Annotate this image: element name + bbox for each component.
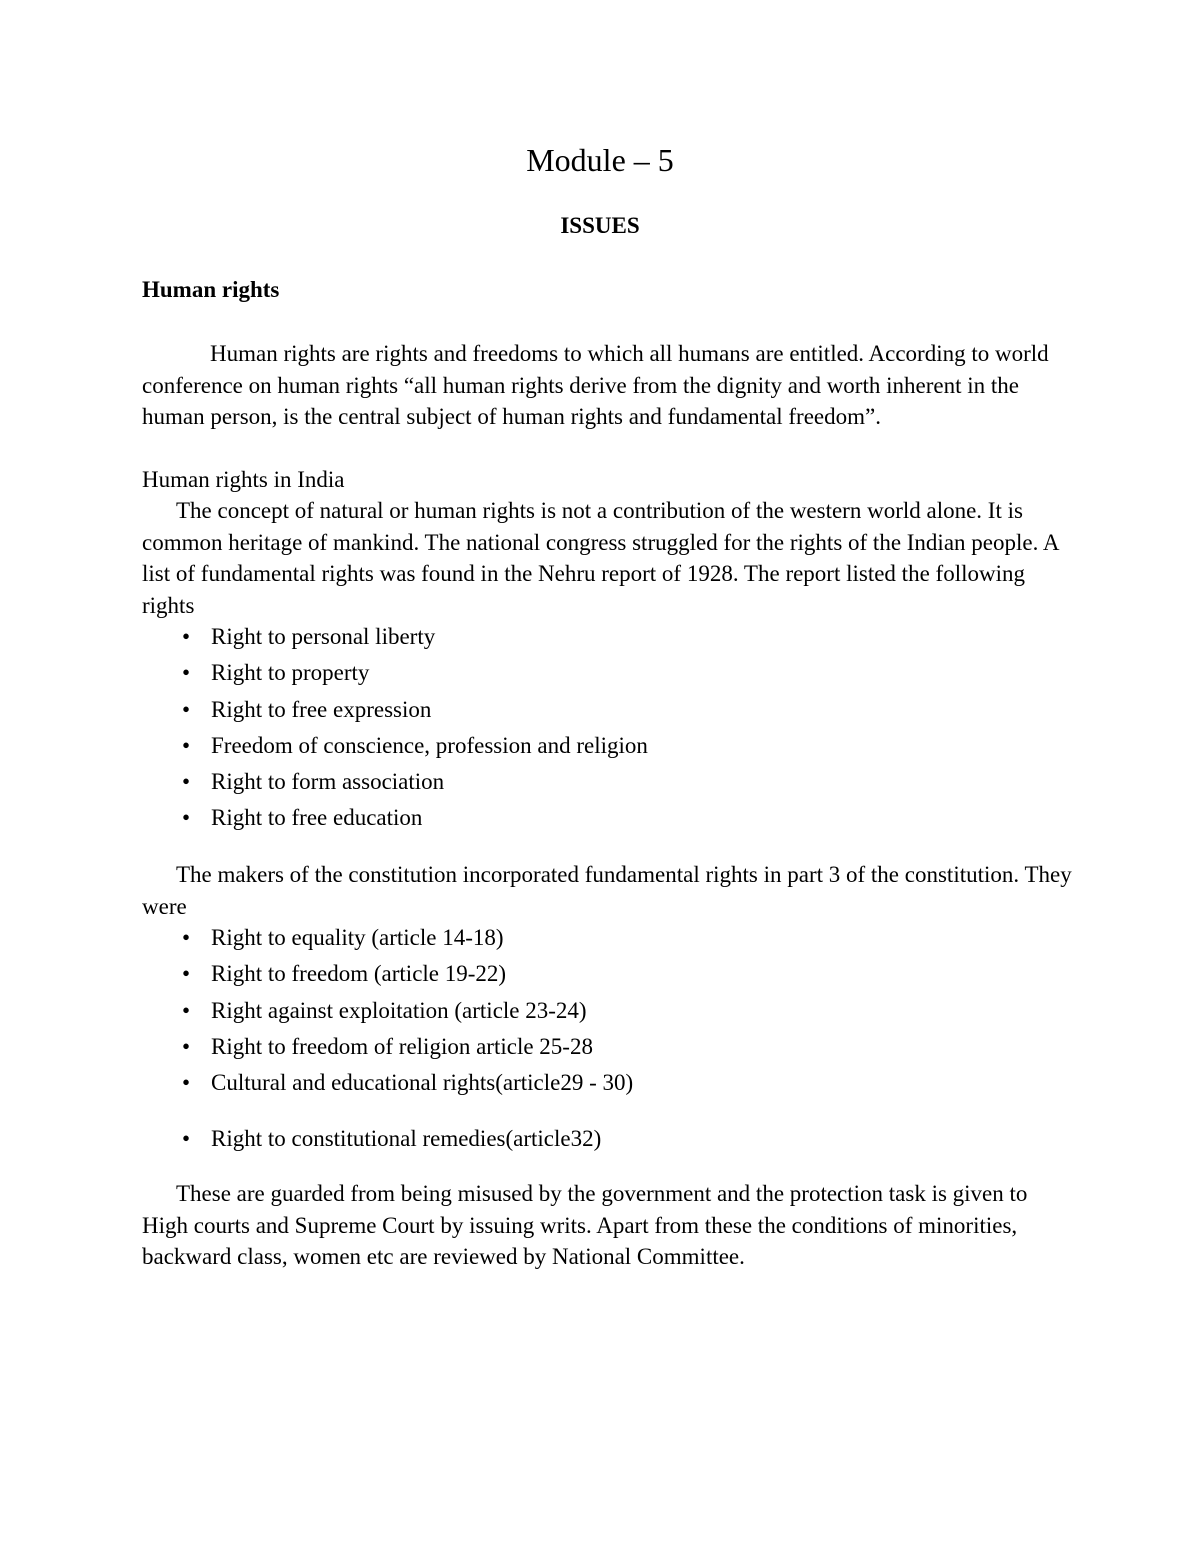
nehru-report-rights-list [142, 621, 648, 839]
list-item-text: Right to freedom (article 19-22) [211, 961, 507, 987]
bullet-icon: • [181, 696, 191, 722]
list-item-text: Right to personal liberty [211, 624, 436, 649]
list-item [142, 802, 648, 838]
list-item-text: Right to form association [211, 769, 445, 795]
list-item [142, 1123, 633, 1159]
list-item-text: Freedom of conscience, profession and religion [211, 732, 648, 758]
list-item [142, 958, 633, 994]
list-item-text: Cultural and educational rights(article29 - 30) [211, 1070, 634, 1096]
india-paragraph: The concept of natural or human rights is not a contribution of the western world alone. It is common heritage of mankind. The national congress struggled for the rights of the Indian people. A list of fundamental rights was found in the Nehru report of 1928. The report listed the following rights [142, 498, 1059, 618]
fundamental-rights-list [142, 922, 633, 1160]
list-item [142, 730, 648, 766]
bullet-icon: • [181, 997, 191, 1023]
list-item-text: Right to constitutional remedies(article32) [211, 1126, 602, 1152]
bullet-icon: • [181, 660, 191, 686]
bullet-icon: • [181, 624, 191, 649]
list-item-text: Right against exploitation (article 23-24) [211, 997, 587, 1023]
bullet-icon: • [181, 1126, 191, 1152]
bullet-icon: • [181, 1033, 191, 1059]
list-item-text: Right to free expression [211, 696, 432, 722]
closing-paragraph: These are guarded from being misused by the government and the protection task is given to High courts and Supreme Court by issuing writs. Apart from these the conditions of minorities, backward class, women etc are reviewed by National Committee. [142, 1181, 1028, 1269]
list-item-text: Right to equality (article 14-18) [211, 925, 504, 950]
list-item-text: Right to free education [211, 805, 423, 831]
section-subtitle: ISSUES [560, 213, 640, 238]
bullet-icon: • [181, 1070, 191, 1096]
list-item [142, 621, 648, 657]
bullet-icon: • [181, 925, 191, 950]
constitution-paragraph: The makers of the constitution incorporated fundamental rights in part 3 of the constitution. They were [142, 862, 1072, 919]
list-item [142, 657, 648, 693]
list-item [142, 766, 648, 802]
bullet-icon: • [181, 732, 191, 758]
page-title: Module – 5 [526, 142, 674, 178]
subheading: Human rights in India [142, 467, 345, 492]
bullet-icon: • [181, 961, 191, 987]
bullet-icon: • [181, 805, 191, 831]
list-item [142, 1067, 633, 1103]
list-item [142, 1031, 633, 1067]
intro-paragraph: Human rights are rights and freedoms to which all humans are entitled. According to world conference on human rights “all human rights derive from the dignity and worth inherent in the human person, is the central subject of human rights and fundamental freedom”. [142, 341, 1049, 429]
section-heading: Human rights [142, 277, 280, 302]
list-item-text: Right to freedom of religion article 25-28 [211, 1033, 593, 1059]
list-item-text: Right to property [211, 660, 370, 686]
list-item [142, 995, 633, 1031]
list-item [142, 694, 648, 730]
bullet-icon: • [181, 769, 191, 795]
list-item [142, 922, 633, 958]
